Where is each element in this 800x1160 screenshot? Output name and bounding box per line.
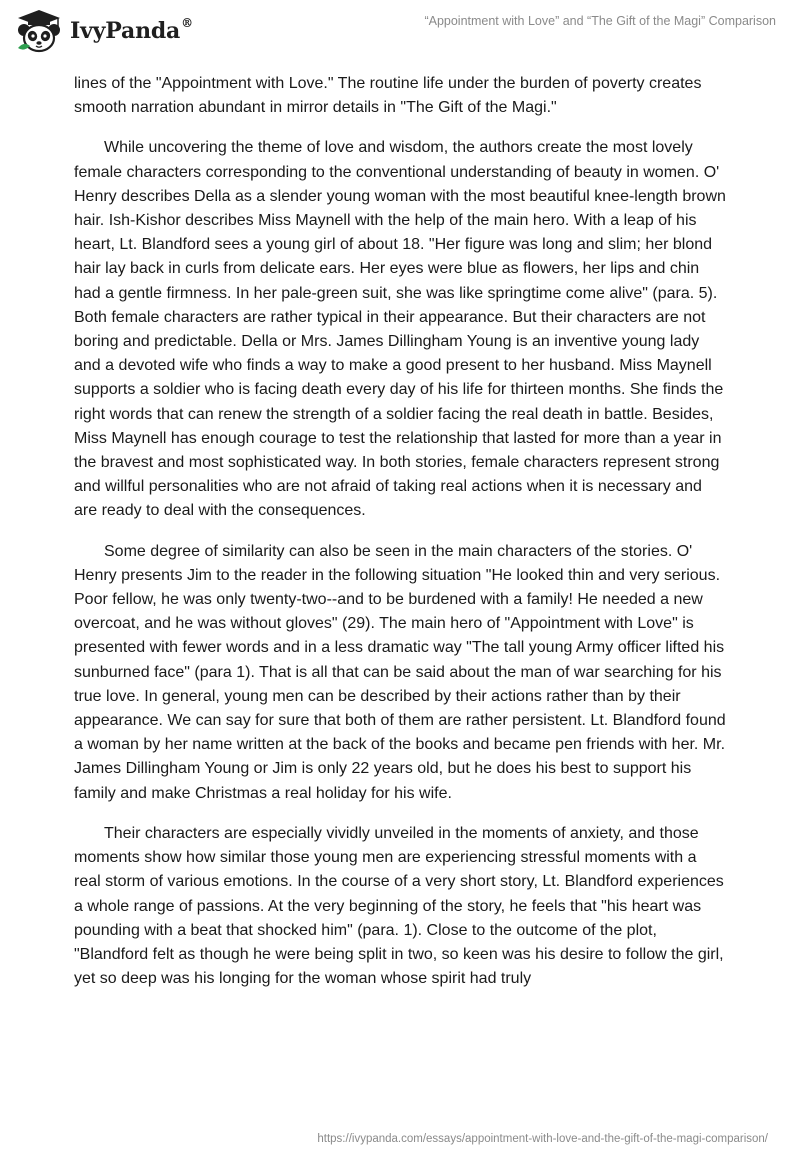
paragraph: Their characters are especially vividly unveiled in the moments of anxiety, and those moments show how similar those young men are experiencing stressful moments with a real storm of various emotions. In the course of a very short story, Lt. Blandford experiences a whole range of passions. At the very beginning of the story, he feels that "his heart was pounding with a beat that shocked him" (para. 1). Close to the outcome of the plot, "Blandford felt as though he were being split in two, so keen was his desire to follow the girl, yet so deep was his longing for the woman whose spirit had truly	[74, 824, 724, 988]
paragraph: Some degree of similarity can also be seen in the main characters of the stories. O' Henry presents Jim to the reader in the following situation "He looked thin and very serious. Poor fellow, he was only twenty-two--and to be burdened with a family! He needed a new overcoat, and he was without gloves" (29). The main hero of "Appointment with Love" is presented with fewer words and in a less dramatic way "The tall young Army officer lifted his sunburned face" (para 1). That is all that can be said about the man of war searching for his true love. In general, young men can be described by their actions rather than by their appearance. We can say for sure that both of them are rather persistent. Lt. Blandford found a woman by her name written at the back of the books and became pen friends with her. Mr. James Dillingham Young or Jim is only 22 years old, but he does his best to support his family and make Christmas a real holiday for his wife.	[74, 542, 726, 802]
panda-graduate-icon	[14, 8, 64, 54]
essay-body	[74, 72, 726, 1007]
footer-url[interactable]: https://ivypanda.com/essays/appointment-with-love-and-the-gift-of-the-magi-comparison/	[317, 1133, 768, 1145]
paragraph: lines of the "Appointment with Love." The routine life under the burden of poverty creates smooth narration abundant in mirror details in "The Gift of the Magi."	[74, 75, 702, 117]
page-header	[0, 0, 800, 70]
paragraph: While uncovering the theme of love and wisdom, the authors create the most lovely female characters corresponding to the conventional understanding of beauty in women. O' Henry describes Della as a slender young woman with the most beautiful knee-length brown hair. Ish-Kishor describes Miss Maynell with the help of the main hero. With a leap of his heart, Lt. Blandford sees a young girl of about 18. "Her figure was long and slim; her blond hair lay back in curls from delicate ears. Her eyes were blue as flowers, her lips and chin had a gentle firmness. In her pale-green suit, she was like springtime come alive" (para. 5). Both female characters are rather typical in their appearance. But their characters are not boring and predictable. Della or Mrs. James Dillingham Young is an inventive young lady and a devoted wife who finds a way to make a good present to her husband. Miss Maynell supports a soldier who is facing death every day of his life for thirteen months. She finds the right words that can renew the strength of a soldier facing the real death in battle. Besides, Miss Maynell has enough courage to test the relationship that lasted for more than a year in the bravest and most sophisticated way. In both stories, female characters represent strong and willful personalities who are not afraid of taking real actions when it is necessary and are ready to deal with the consequences.	[74, 139, 726, 520]
registered-mark: ®	[181, 16, 193, 30]
ivypanda-logo[interactable]	[14, 8, 193, 54]
brand-name: IvyPanda®	[70, 16, 193, 44]
document-title: “Appointment with Love” and “The Gift of the Magi” Comparison	[424, 14, 776, 28]
